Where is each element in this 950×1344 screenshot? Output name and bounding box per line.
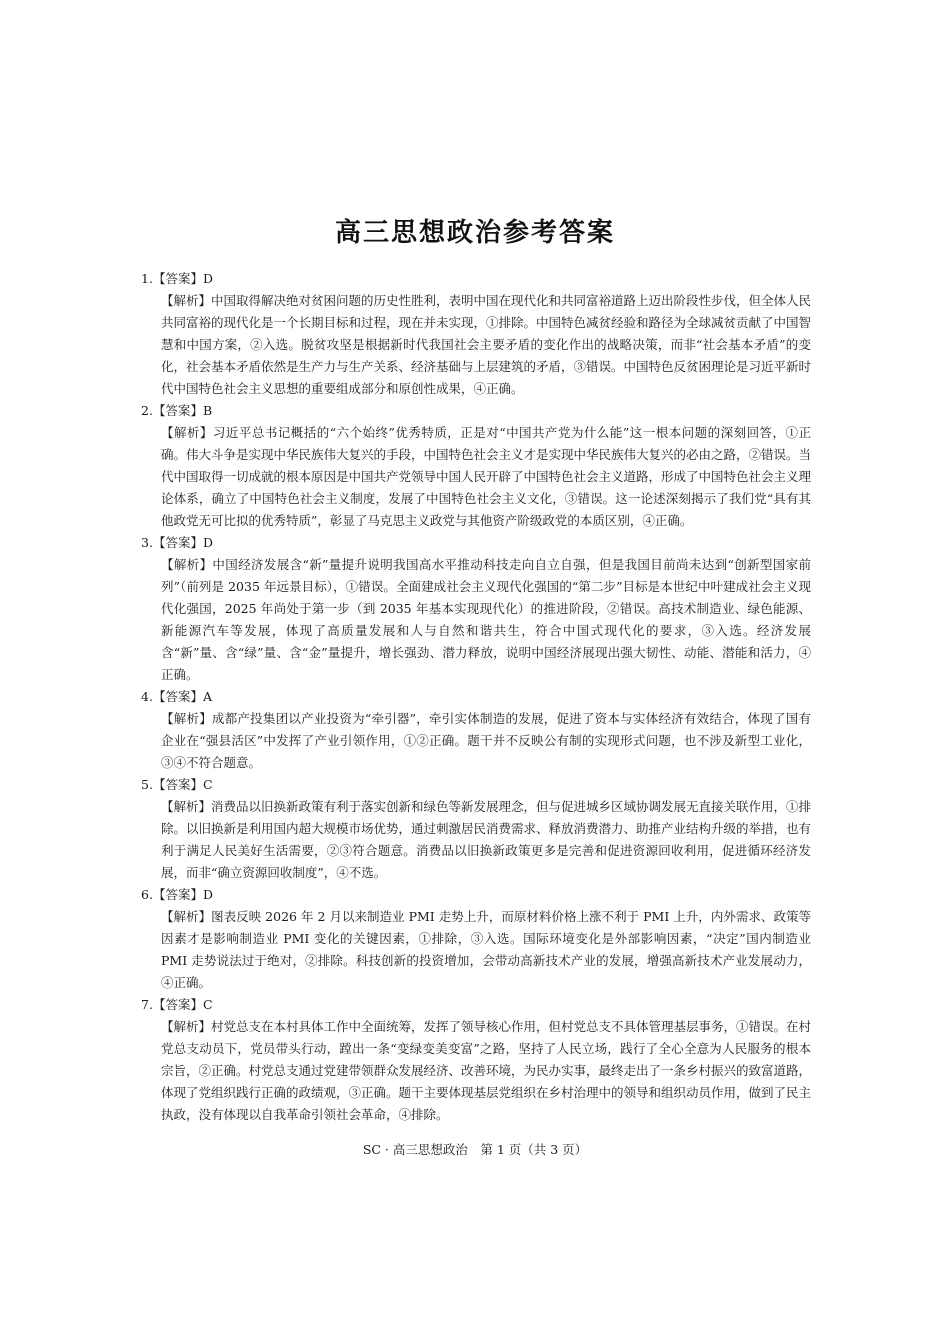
- question-item: [141, 400, 811, 532]
- question-item: [141, 884, 811, 994]
- answer-label: 【答案】D: [152, 271, 213, 286]
- question-number: 1.: [141, 271, 153, 286]
- question-number: 7.: [141, 997, 153, 1012]
- analysis-text: 【解析】中国取得解决绝对贫困问题的历史性胜利，表明中国在现代化和共同富裕道路上迈出阶段性步伐，但全体人民共同富裕的现代化是一个长期目标和过程，现在并未实现，①排除。中国特色减贫经验和路径为全球减贫贡献了中国智慧和中国方案，②入选。脱贫攻坚是根据新时代我国社会主要矛盾的变化作出的战略决策，而非“社会基本矛盾”的变化，社会基本矛盾依然是生产力与生产关系、经济基础与上层建筑的矛盾，③错误。中国特色反贫困理论是习近平新时代中国特色社会主义思想的重要组成部分和原创性成果，④正确。: [161, 293, 812, 396]
- question-number: 3.: [141, 535, 153, 550]
- answer-label: 【答案】D: [152, 887, 213, 902]
- answer-label: 【答案】A: [152, 689, 212, 704]
- question-item: [141, 994, 811, 1126]
- analysis-text: 【解析】村党总支在本村具体工作中全面统筹，发挥了领导核心作用，但村党总支不具体管理基层事务，①错误。在村党总支动员下，党员带头行动，蹚出一条“变绿变美变富”之路，坚持了人民立场，践行了全心全意为人民服务的根本宗旨，②正确。村党总支通过党建带领群众发展经济、改善环境，为民办实事，最终走出了一条乡村振兴的致富道路，体现了党组织践行正确的政绩观，③正确。题干主要体现基层党组织在乡村治理中的领导和组织动员作用，做到了民主执政，没有体现以自我革命引领社会革命，④排除。: [161, 1019, 812, 1122]
- page-title: 高三思想政治参考答案: [334, 218, 615, 248]
- question-number: 6.: [141, 887, 153, 902]
- question-item: [141, 774, 811, 884]
- answer-label: 【答案】C: [152, 777, 213, 792]
- question-item: [141, 268, 811, 400]
- answer-label: 【答案】D: [152, 535, 213, 550]
- analysis-text: 【解析】习近平总书记概括的“六个始终”优秀特质，正是对“中国共产党为什么能”这一根本问题的深刻回答，①正确。伟大斗争是实现中华民族伟大复兴的手段，中国特色社会主义才是实现中华民族伟大复兴的必由之路，②错误。当代中国取得一切成就的根本原因是中国共产党领导中国人民开辟了中国特色社会主义道路，形成了中国特色社会主义理论体系，确立了中国特色社会主义制度，发展了中国特色社会主义文化，③错误。这一论述深刻揭示了我们党“具有其他政党无可比拟的优秀特质”，彰显了马克思主义政党与其他资产阶级政党的本质区别，④正确。: [161, 425, 812, 528]
- page-footer: SC · 高三思想政治 第 1 页（共 3 页）: [362, 1142, 588, 1157]
- answer-label: 【答案】C: [152, 997, 213, 1012]
- analysis-text: 【解析】中国经济发展含“新”量提升说明我国高水平推动科技走向自立自强，但是我国目前尚未达到“创新型国家前列”（前列是 2035 年远景目标），①错误。全面建成社会主义现代化强国的“第二步”目标是本世纪中叶建成社会主义现代化强国，2025 年尚处于第一步（到 2035 年基本实现现代化）的推进阶段，②错误。高技术制造业、绿色能源、新能源汽车等发展，体现了高质量发展和人与自然和谐共生，符合中国式现代化的要求，③入选。经济发展含“新”量、含“绿”量、含“金”量提升，增长强劲、潜力释放，说明中国经济展现出强大韧性、动能、潜能和活力，④正确。: [161, 557, 811, 682]
- analysis-text: 【解析】消费品以旧换新政策有利于落实创新和绿色等新发展理念，但与促进城乡区域协调发展无直接关联作用，①排除。以旧换新是利用国内超大规模市场优势，通过刺激居民消费需求、释放消费潜力、助推产业结构升级的举措，也有利于满足人民美好生活需要，②③符合题意。消费品以旧换新政策更多是完善和促进资源回收利用，促进循环经济发展，而非“确立资源回收制度”，④不选。: [161, 799, 812, 880]
- question-number: 4.: [141, 689, 153, 704]
- answer-label: 【答案】B: [152, 403, 213, 418]
- question-item: [141, 686, 811, 774]
- analysis-text: 【解析】图表反映 2026 年 2 月以来制造业 PMI 走势上升，而原材料价格上涨不利于 PMI 上升，内外需求、政策等因素才是影响制造业 PMI 变化的关键因素，①排除，③入选。国际环境变化是外部影响因素，“决定”国内制造业 PMI 走势说法过于绝对，②排除。科技创新的投资增加，会带动高新技术产业的发展，增强高新技术产业发展动力，④正确。: [161, 909, 811, 990]
- question-number: 2.: [141, 403, 153, 418]
- answer-list: [141, 268, 811, 1126]
- question-number: 5.: [141, 777, 153, 792]
- analysis-text: 【解析】成都产投集团以产业投资为“牵引器”，牵引实体制造的发展，促进了资本与实体经济有效结合，体现了国有企业在“强县活区”中发挥了产业引领作用，①②正确。题干并不反映公有制的实现形式问题，也不涉及新型工业化，③④不符合题意。: [161, 711, 811, 770]
- question-item: [141, 532, 811, 686]
